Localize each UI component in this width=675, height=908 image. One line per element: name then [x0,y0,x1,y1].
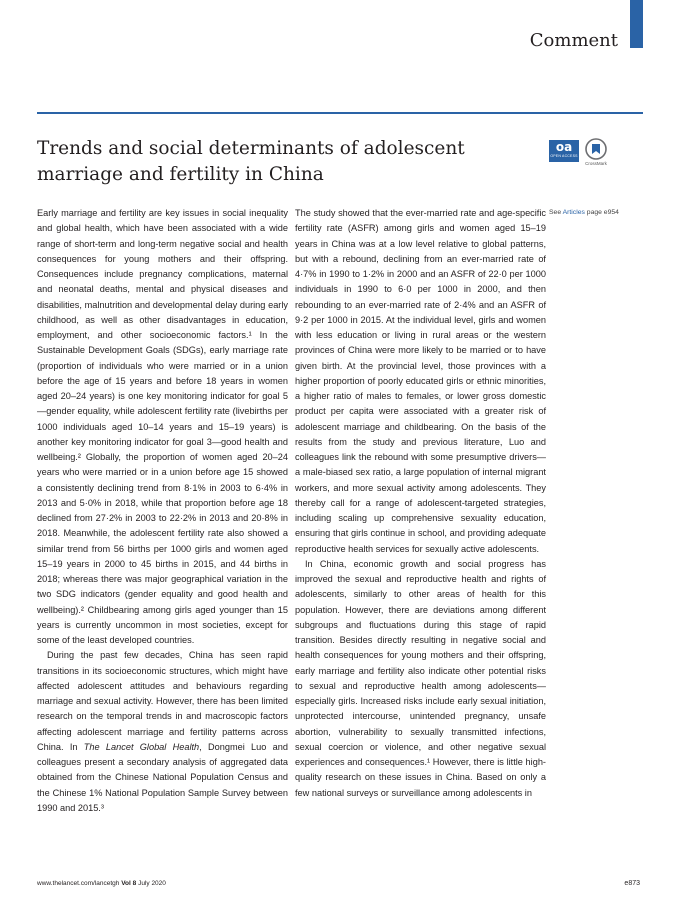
page-number: e873 [624,880,640,887]
section-label: Comment [529,30,618,51]
paragraph-2 [37,648,288,816]
paragraph-3: The study showed that the ever-married rate and age-specific fertility rate (ASFR) among girls and women aged 15–19 years in China was at a low level relative to global patterns, but with a rebound, declining from an ever-married rate of 4·7% in 1990 to 1·2% in 2000 and an ASFR of 22·0 per 1000 individuals in 1990 to 6·0 per 1000 in 2000, and then rebounding to an ever-married rate of 2·4% and an ASFR of 9·2 per 1000 in 2015. At the individual level, girls and women with less education or living in rural areas or the western provinces of China were more likely to be married or to have given birth. At the provincial level, those provinces with a higher proportion of poorly educated girls or ethnic minorities, a higher ratio of males to females, or lower gross domestic product per capita were associated with a greater risk of adolescent marriage and childbearing. On the basis of the results from the study and previous literature, Luo and colleagues link the rebound with some presumptive drivers—a male-biased sex ratio, a large population of internal migrant workers, and more sexual activity among adolescents. They thereby call for a range of adolescent-targeted strategies, including scaling up comprehensive sexuality education, ensuring that girls continue in school, and providing adequate reproductive health services for sexually active adolescents. [295,208,546,554]
paragraph-2-part-a: During the past few decades, China has seen rapid transitions in its socioeconomic structures, which might have affected adolescent attitudes and behaviours regarding marriage and sexual activity. However, there has been limited research on the temporal trends in and macroscopic factors affecting adolescent marriage and fertility patterns across China. In [37,650,288,752]
paragraph-4: In China, economic growth and social progress has improved the sexual and reproductive health and rights of adolescents, similarly to other areas of health for this population. However, there are deviations among different subgroups and fluctuations during this stage of rapid transition. Besides directly resulting in negative social and health consequences for young mothers and their offspring, early marriage and fertility also indicate other potential risks to sexual and reproductive health among adolescents—especially girls. Increased risks include early sexual initiation, unprotected intercourse, unintended pregnancy, unsafe abortion, vulnerability to sexually transmitted infections, sexual coercion or violence, and other negative sexual experiences and consequences.¹ However, there is little high-quality research on these issues in China. Based on only a few national surveys or surveillance among adolescents in [295,558,546,798]
paragraph-2-part-b: , Dongmei Luo and colleagues present a secondary analysis of aggregated data obtained from the Chinese National Population Census and the Chinese 1% National Population Sample Survey between 1990 and 2015.³ [37,741,288,813]
footer-journal-link[interactable]: www.thelancet.com/lancetgh [37,880,120,887]
header-rule [37,112,643,114]
article-title: Trends and social determinants of adolescent marriage and fertility in China [37,138,465,185]
footer-volume: Vol 8 [121,880,137,887]
see-also-prefix: See [549,209,563,216]
open-access-sublabel: OPEN ACCESS [550,154,578,158]
see-also-note [549,209,619,216]
crossmark-label: CrossMark [585,161,607,166]
crossmark-icon[interactable] [585,138,607,160]
see-also-suffix: page e954 [584,209,619,216]
journal-name: The Lancet Global Health [83,741,200,752]
open-access-icon [549,140,579,162]
see-also-link[interactable]: Articles [562,209,585,216]
paragraph-1: Early marriage and fertility are key issues in social inequality and global health, which have been associated with a wide range of short-term and long-term negative social and health consequences for young mothers and their offspring. Consequences include pregnancy complications, maternal and neonatal deaths, mental and physical diseases and disabilities, malnutrition and developmental delay during early childhood, as well as other disadvantages in education, employment, and other socioeconomic factors.¹ In the Sustainable Development Goals (SDGs), early marriage rate (proportion of individuals who were married or in a union before the age of 15 years and before 18 years in women aged 20–24 years) is one key monitoring indicator for goal 5—gender equality, while adolescent fertility rate (livebirths per 1000 individuals aged 10–14 years and 15–19 years) is another key monitoring indicator for goal 3—good health and wellbeing.² Globally, the proportion of women aged 20–24 years who were married or in a union before age 15 showed a consistently declining trend from 8·1% in 2003 to 6·4% in 2013 and 5·0% in 2018, while that proportion before age 18 declined from 27·2% in 2003 to 22·2% in 2013 and 20·8% in 2018. Meanwhile, the adolescent fertility rate also showed a similar trend from 56 births per 1000 girls and women aged 15–19 years in 2000 to 45 births in 2015, and 44 births in 2018; whereas there was major geographical variation in the two SDG indicators (gender equality and good health and wellbeing).² Childbearing among girls aged younger than 15 years is currently uncommon in most societies, except for some of the least developed countries. [37,208,288,645]
section-color-tab [630,0,643,48]
open-access-label: oa [555,140,573,154]
body-column-2 [295,206,546,801]
footer-citation [37,880,166,887]
body-column-1 [37,206,288,816]
footer-date: July 2020 [138,880,166,887]
